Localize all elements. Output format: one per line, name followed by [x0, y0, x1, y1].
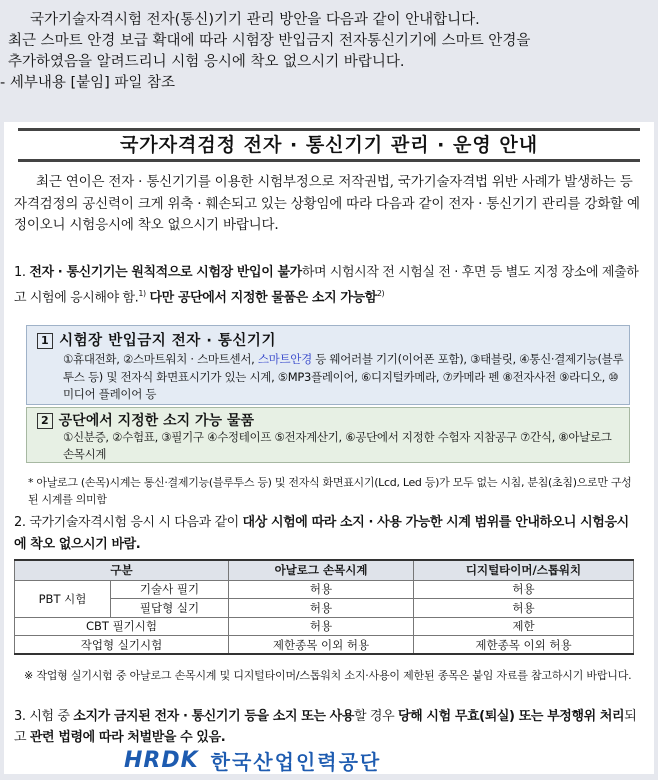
section-3-number: 3.: [14, 709, 26, 724]
restricted-items-note: ※ 작업형 실기시험 중 아날로그 손목시계 및 디지털타이머/스톱워치 소지·사용이 제한된 종목은 붙임 자료를 참고하시기 바랍니다.: [24, 669, 632, 682]
section-2: [14, 512, 640, 556]
doc-title: 국가자격검정 전자 · 통신기기 관리 · 운영 안내: [18, 128, 640, 162]
table-cell-digital: 허용: [414, 599, 634, 618]
table-header-category: 구분: [15, 560, 229, 580]
prohibited-devices-list: [63, 351, 625, 404]
footnote-ref-2: 2): [376, 289, 385, 298]
table-cell-analog: 허용: [229, 617, 414, 636]
allowed-items-title: 공단에서 지정한 소지 가능 물품: [58, 413, 254, 429]
table-cell-group: CBT 필기시험: [15, 617, 229, 636]
table-cell-sub: 기술사 필기: [111, 580, 229, 599]
section-2-text: 국가기술자격시험 응시 시 다음과 같이: [29, 515, 243, 530]
doc-intro: 최근 연이은 전자 · 통신기기를 이용한 시험부정으로 저작권법, 국가기술자격법 위반 사례가 발생하는 등 자격검정의 공신력이 크게 위축 · 훼손되고 있는 상황임에 따라 다음과 같이 전자 · 통신기기 관리를 강화할 예정이오니 시험응시에 착오 없으시기 바랍니다.: [14, 174, 640, 233]
section-1: [14, 262, 640, 308]
table-header-row: [15, 560, 634, 580]
message-line-1: 국가기술자격시험 전자(통신)기기 관리 방안을 다음과 같이 안내합니다.: [30, 12, 480, 28]
org-name: 한국산업인력공단: [210, 749, 382, 774]
analog-watch-note: * 아날로그 (손목)시계는 통신·결제기능(블루투스 등) 및 전자식 화면표시기(Lcd, Led 등)가 모두 없는 시침, 분침(초침)으로만 구성된 시계를 의미함: [28, 476, 632, 506]
table-cell-analog: 허용: [229, 599, 414, 618]
allowed-items-list: ①신분증, ②수험표, ③필기구 ④수정테이프 ⑤전자계산기, ⑥공단에서 지정한 수험자 지참공구 ⑦간식, ⑧아날로그 손목시계: [63, 430, 612, 461]
section-3-text-1: 시험 중: [29, 709, 74, 724]
section-1-bold-1: 전자 · 통신기기는 원칙적으로 시험장 반입이 불가: [29, 265, 302, 280]
prohibited-devices-box: [26, 325, 630, 405]
table-header-analog: 아날로그 손목시계: [229, 560, 414, 580]
table-header-digital: 디지털타이머/스톱워치: [414, 560, 634, 580]
message-line-2: 최근 스마트 안경 보급 확대에 따라 시험장 반입금지 전자통신기기에 스마트 안경을: [8, 33, 531, 49]
section-3-bold-3: 관련 법령에 따라 처벌받을 수 있음.: [29, 730, 226, 745]
allowed-items-heading: [37, 410, 254, 430]
table-cell-analog: 제한종목 이외 허용: [229, 636, 414, 655]
section-3-text-2: 할 경우: [354, 709, 398, 724]
watch-policy-table: [14, 559, 634, 655]
table-row: [15, 636, 634, 655]
hrdk-footer: [124, 747, 544, 773]
message-line-3: 추가하였음을 알려드리니 시험 응시에 착오 없으시기 바랍니다.: [8, 54, 405, 70]
attached-notice-image[interactable]: [4, 122, 654, 774]
section-1-text-1: 하며 시험시작 전 시험실 전 · 후면 등 별도 지정 장소에 제출하고 시험에 응시해야 함.: [14, 265, 639, 306]
section-2-bold: 대상 시험에 따라 소지 · 사용 가능한 시계 범위를 안내하오니 시험응시에 착오 없으시기 바람.: [14, 515, 629, 552]
section-3-bold-1: 소지가 금지된 전자 · 통신기기 등을 소지 또는 사용: [73, 709, 355, 724]
prohibited-list-part-a: ①휴대전화, ②스마트워치 · 스마트센서,: [63, 352, 258, 366]
footnote-ref-1: 1): [138, 289, 146, 298]
section-1-number: 1.: [14, 265, 26, 280]
box-number-2: 2: [37, 413, 53, 429]
section-3-bold-2: 당해 시험 무효(퇴실) 또는 부정행위 처리: [397, 709, 625, 724]
section-3-text-3: 되고: [14, 709, 637, 745]
section-2-number: 2.: [14, 515, 26, 530]
prohibited-devices-title: 시험장 반입금지 전자 · 통신기기: [59, 333, 276, 349]
table-cell-digital: 제한: [414, 617, 634, 636]
allowed-items-box: [26, 407, 630, 463]
table-cell-digital: 허용: [414, 580, 634, 599]
table-cell-digital: 제한종목 이외 허용: [414, 636, 634, 655]
table-row: [15, 580, 634, 599]
message-line-4: - 세부내용 [붙임] 파일 참조: [0, 75, 176, 91]
table-cell-group: PBT 시험: [15, 580, 111, 617]
box-number-1: 1: [37, 333, 53, 349]
table-cell-sub: 필답형 실기: [111, 599, 229, 618]
announcement-message: [0, 10, 658, 94]
table-row: [15, 617, 634, 636]
section-1-bold-2: 다만 공단에서 지정한 물품은 소지 가능함: [149, 290, 377, 306]
table-cell-analog: 허용: [229, 580, 414, 599]
table-cell-group: 작업형 실기시험: [15, 636, 229, 655]
hrdk-logo: HRDK: [124, 747, 199, 773]
smart-glasses-highlight: 스마트안경: [257, 352, 312, 366]
prohibited-devices-heading: [37, 329, 276, 350]
section-3: [14, 706, 640, 748]
prohibited-list-part-b: 등 웨어러블 기기(이어폰 포함), ③태블릿, ④통신·결제기능(블루투스 등) 및 전자식 화면표시기가 있는 시계, ⑤MP3플레이어, ⑥디지털카메라, ⑦카메라 펜 ⑧전자사전 ⑨라디오, ⑩미디어 플레이어 등: [63, 352, 624, 401]
